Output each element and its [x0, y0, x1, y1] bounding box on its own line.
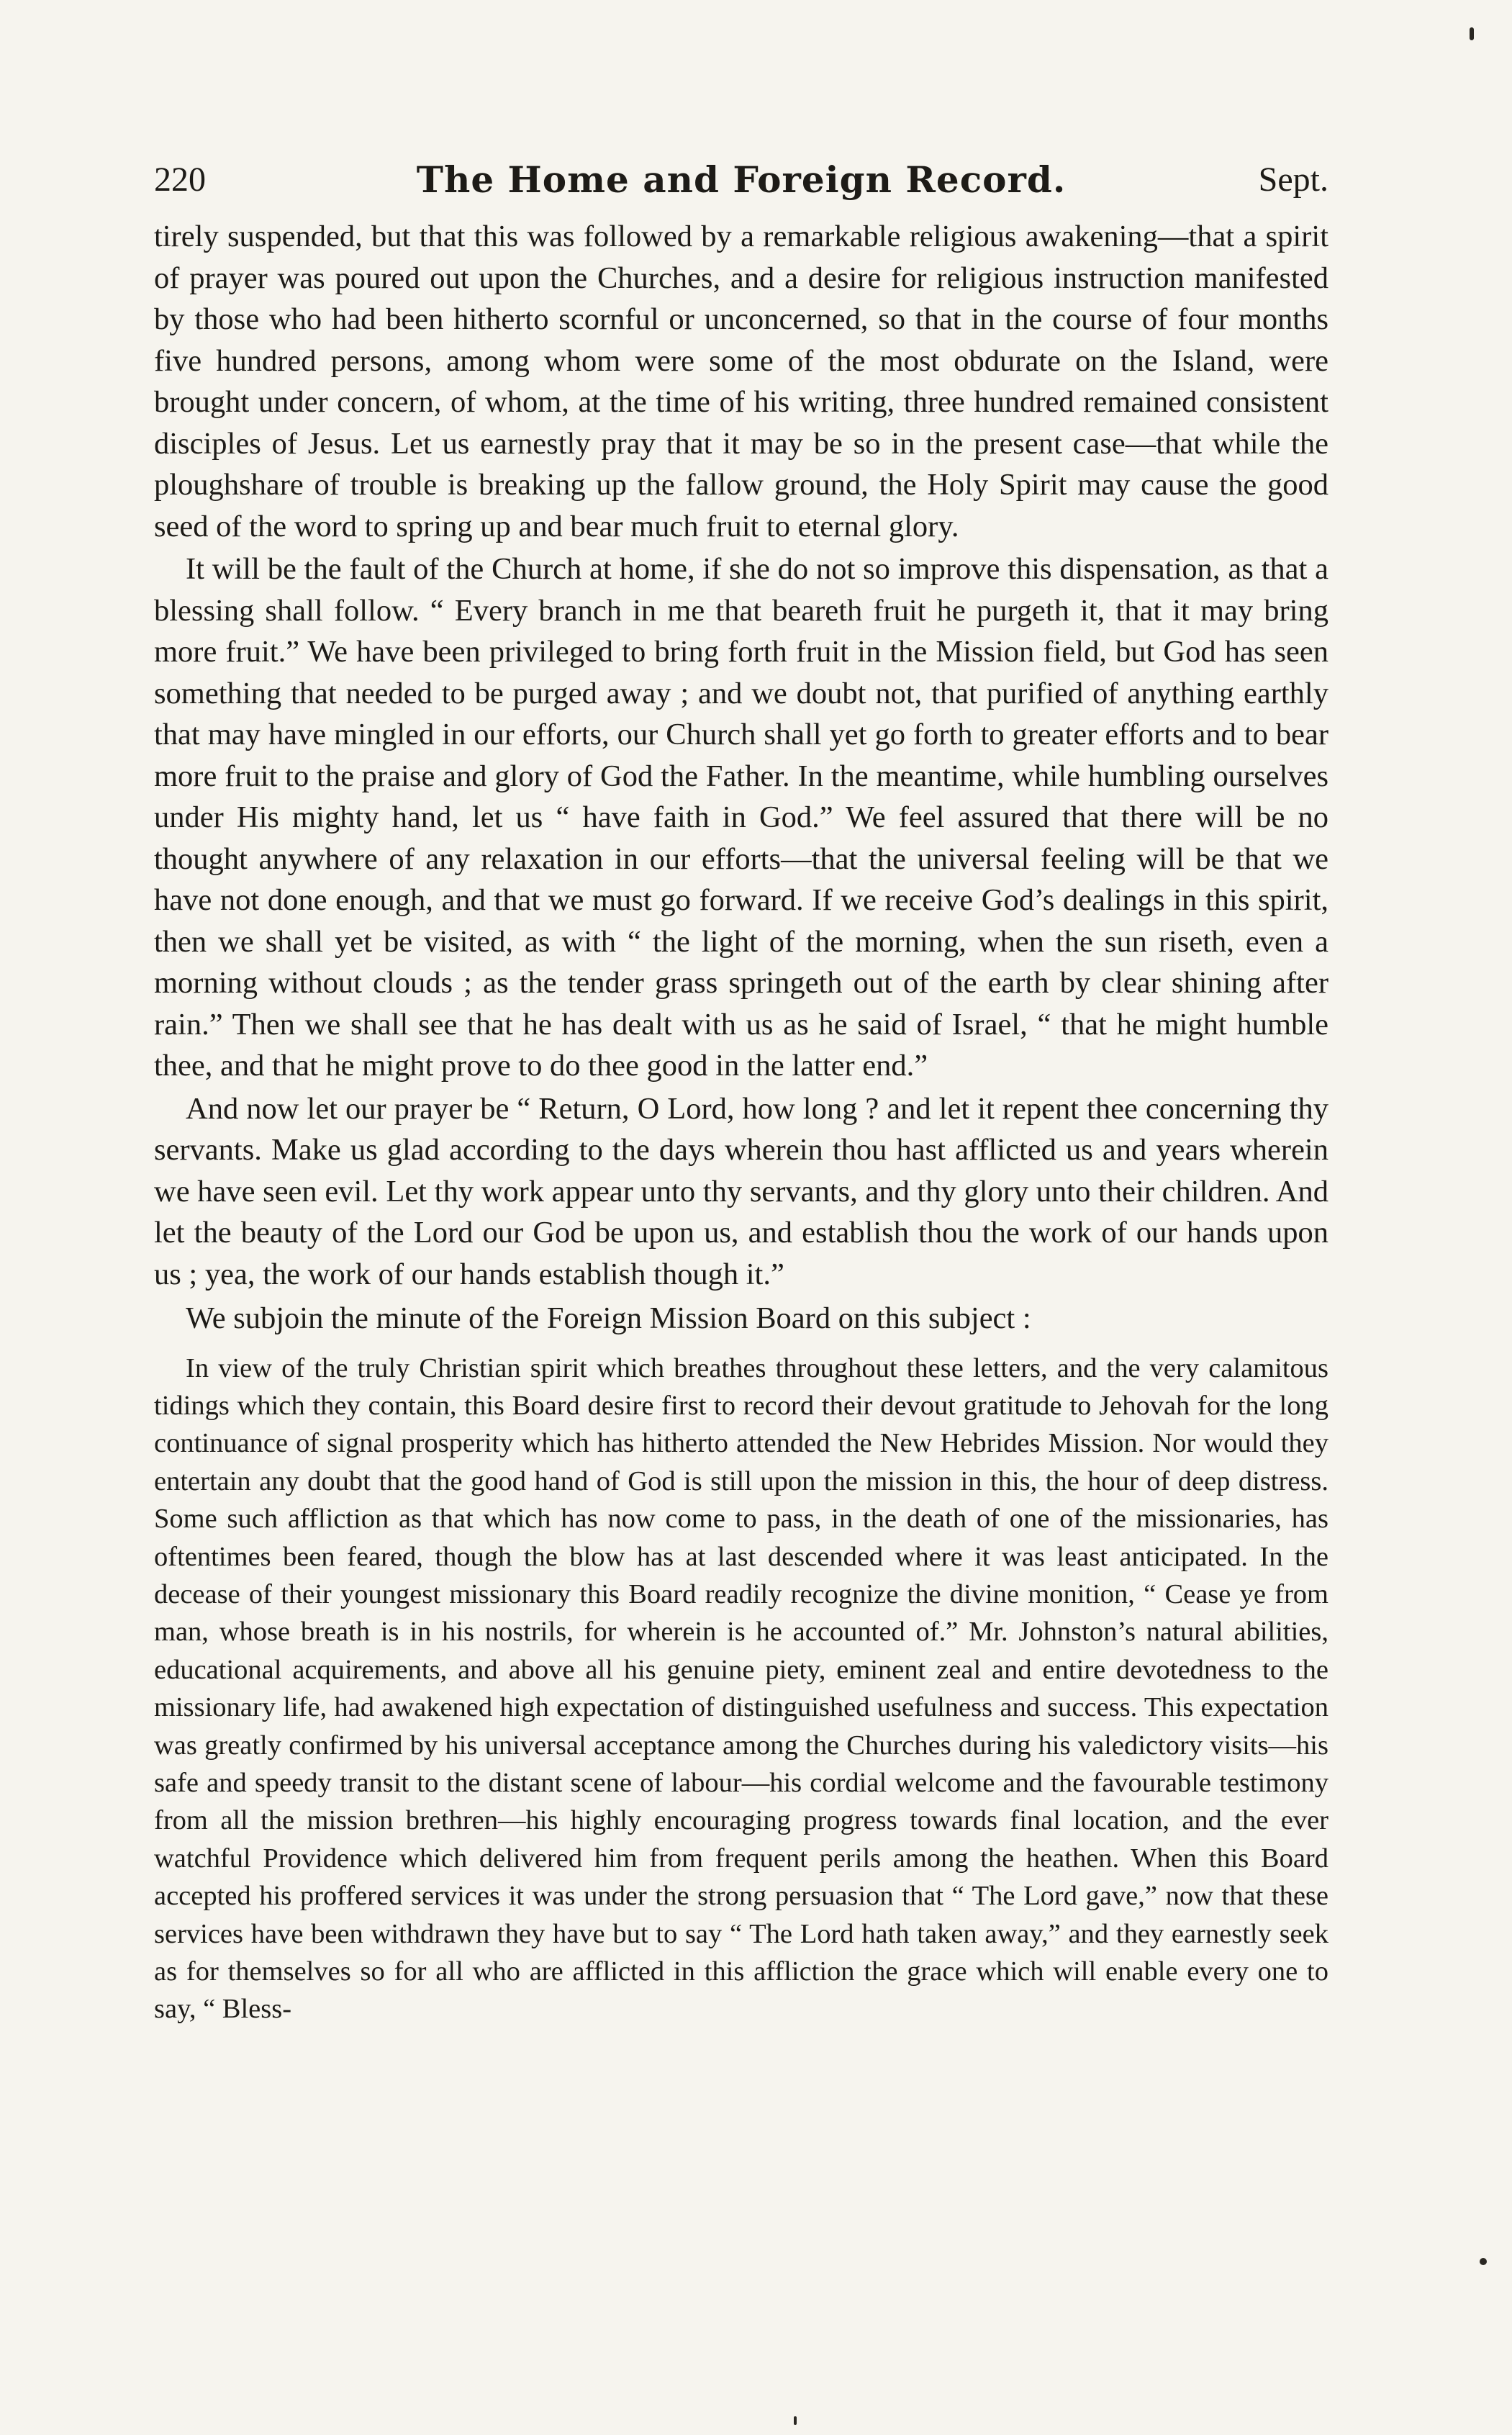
page-number: 220: [154, 161, 206, 199]
header-month: Sept.: [1258, 161, 1328, 199]
paragraph-prayer: And now let our prayer be “ Return, O Lord, how long ? and let it repent thee concerning thy servants. Make us glad according to the days wherein thou hast afflicted us and years wherein we have seen evil. Let thy work appear unto thy servants, and thy glory unto their children. And let the beauty of the Lord our God be upon us, and establish thou the work of our hands upon us ; yea, the work of our hands establish though it.”: [154, 1091, 1328, 1291]
margin-dot: [1480, 2258, 1487, 2265]
article-body: [154, 216, 1328, 2028]
paragraph-continuation: tirely suspended, but that this was followed by a remarkable religious awakening—that a spirit of prayer was poured out upon the Churches, and a desire for religious instruction manifested by those who had been hitherto scornful or unconcerned, so that in the course of four months five hundred persons, among whom were some of the most obdurate on the Island, were brought under concern, of whom, at the time of his writing, three hundred remained consistent disciples of Jesus. Let us earnestly pray that it may be so in the present case—that while the ploughshare of trouble is breaking up the fallow ground, the Holy Spirit may cause the good seed of the word to spring up and bear much fruit to eternal glory.: [154, 220, 1328, 543]
margin-speck: [1470, 27, 1474, 40]
paragraph-minute-intro: We subjoin the minute of the Foreign Mission Board on this subject :: [186, 1301, 1031, 1335]
running-title: The Home and Foreign Record.: [416, 158, 1067, 201]
bottom-speck: [794, 2416, 797, 2425]
page-header: [154, 160, 1328, 210]
board-minute-text: In view of the truly Christian spirit which breathes throughout these letters, and the very calamitous tidings which they contain, this Board desire first to record their devout gratitude to Jehovah for the long continuance of signal prosperity which has hitherto attended the New Hebrides Mission. Nor would they entertain any doubt that the good hand of God is still upon the mission in this, the hour of deep distress. Some such affliction as that which has now come to pass, in the death of one of the missionaries, has oftentimes been feared, though the blow has at last descended where it was least anticipated. In the decease of their youngest missionary this Board readily recognize the divine monition, “ Cease ye from man, whose breath is in his nostrils, for wherein is he accounted of.” Mr. Johnston’s natural abilities, educational acquirements, and above all his genuine piety, eminent zeal and entire devotedness to the missionary life, had awakened high expectation of distinguished usefulness and success. This expectation was greatly confirmed by his universal acceptance among the Churches during his valedictory visits—his safe and speedy transit to the distant scene of labour—his cordial welcome and the favourable testimony from all the mission brethren—his highly encouraging progress towards final location, and the ever watchful Providence which delivered him from frequent perils among the heathen. When this Board accepted his proffered services it was under the strong persuasion that “ The Lord gave,” now that these services have been withdrawn they have but to say “ The Lord hath taken away,” and they earnestly seek as for themselves so for all who are afflicted in this affliction the grace which will enable every one to say, “ Bless-: [154, 1352, 1328, 2025]
paragraph-church-at-home: It will be the fault of the Church at home, if she do not so improve this dispensation, as that a blessing shall follow. “ Every branch in me that beareth fruit he purgeth it, that it may bring more fruit.” We have been privileged to bring forth fruit in the Mission field, but God has seen something that needed to be purged away ; and we doubt not, that purified of anything earthly that may have mingled in our efforts, our Church shall yet go forth to greater efforts and to bear more fruit to the praise and glory of God the Father. In the meantime, while humbling ourselves under His mighty hand, let us “ have faith in God.” We feel assured that there will be no thought anywhere of any relaxation in our efforts—that the universal feeling will be that we have not done enough, and that we must go forward. If we receive God’s dealings in this spirit, then we shall yet be visited, as with “ the light of the morning, when the sun riseth, even a morning without clouds ; as the tender grass springeth out of the earth by clear shining after rain.” Then we shall see that he has dealt with us as he said of Israel, “ that he might humble thee, and that he might prove to do thee good in the latter end.”: [154, 552, 1328, 1083]
